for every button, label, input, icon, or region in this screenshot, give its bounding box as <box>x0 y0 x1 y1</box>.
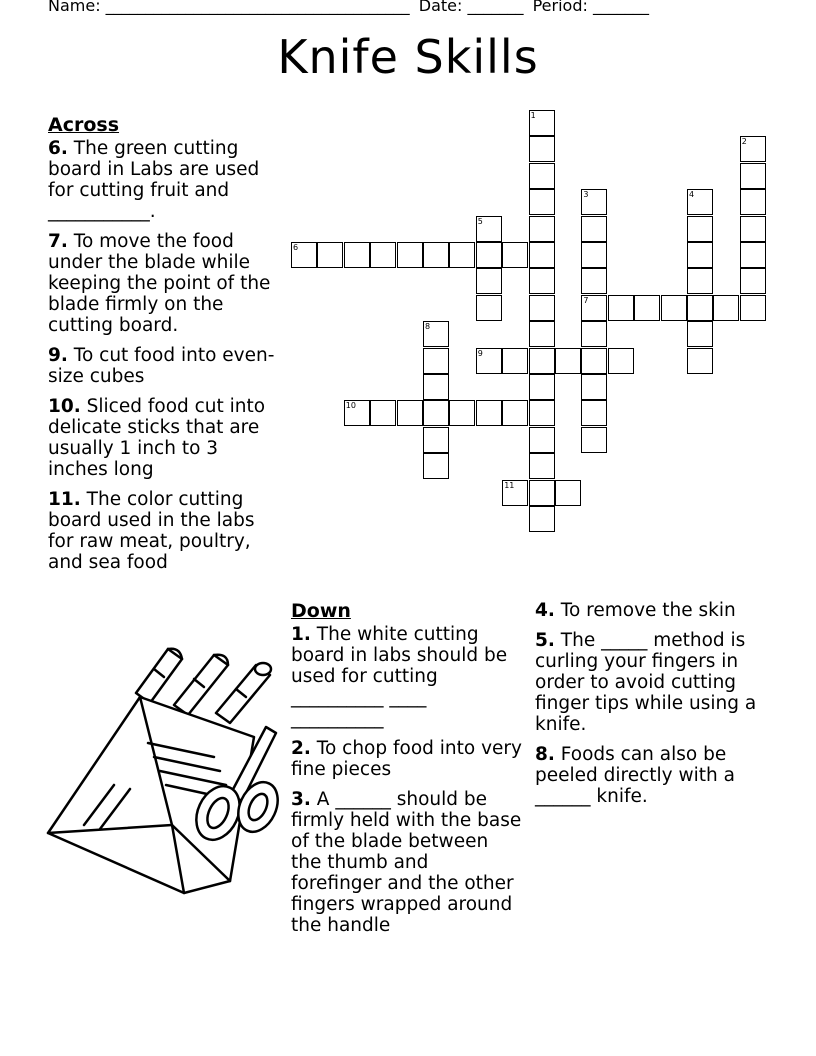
grid-cell[interactable] <box>502 348 528 374</box>
grid-cell[interactable] <box>370 242 396 268</box>
page-title: Knife Skills <box>277 30 539 84</box>
grid-cell[interactable] <box>687 295 713 321</box>
clue-text: Foods can also be peeled directly with a ______ knife. <box>535 744 735 807</box>
grid-cell[interactable] <box>476 348 502 374</box>
grid-cell[interactable] <box>529 321 555 347</box>
grid-cell[interactable] <box>423 242 449 268</box>
grid-cell[interactable] <box>608 348 634 374</box>
clue-number: 1. <box>291 624 311 645</box>
grid-cell[interactable] <box>740 189 766 215</box>
grid-cell[interactable] <box>581 295 607 321</box>
grid-cell[interactable] <box>687 216 713 242</box>
grid-cell[interactable] <box>713 295 739 321</box>
cell-number: 10 <box>345 401 356 411</box>
cell-number: 7 <box>583 295 589 305</box>
cell-number: 6 <box>293 243 299 252</box>
grid-cell[interactable] <box>449 400 475 426</box>
down-clues-left <box>291 600 523 945</box>
grid-cell[interactable] <box>529 163 555 189</box>
grid-cell[interactable] <box>344 400 370 426</box>
across-clues <box>48 114 278 582</box>
cell-number: 3 <box>583 190 589 200</box>
grid-cell[interactable] <box>581 321 607 347</box>
grid-cell[interactable] <box>529 242 555 268</box>
cell-number: 8 <box>425 322 431 332</box>
student-info-header <box>48 0 653 15</box>
grid-cell[interactable] <box>397 242 423 268</box>
grid-cell[interactable] <box>687 348 713 374</box>
grid-cell[interactable] <box>740 268 766 294</box>
grid-cell[interactable] <box>687 242 713 268</box>
grid-cell[interactable] <box>634 295 660 321</box>
clue-number: 8. <box>535 744 555 765</box>
grid-cell[interactable] <box>529 348 555 374</box>
grid-cell[interactable] <box>502 480 528 506</box>
grid-cell[interactable] <box>529 506 555 532</box>
grid-cell[interactable] <box>529 453 555 479</box>
across-clue <box>48 396 278 480</box>
grid-cell[interactable] <box>423 400 449 426</box>
grid-cell[interactable] <box>529 136 555 162</box>
grid-cell[interactable] <box>581 400 607 426</box>
cell-number: 4 <box>689 190 695 200</box>
clue-number: 7. <box>48 231 68 252</box>
clue-number: 9. <box>48 345 68 366</box>
across-clue <box>48 231 278 336</box>
grid-cell[interactable] <box>423 348 449 374</box>
grid-cell[interactable] <box>476 268 502 294</box>
grid-cell[interactable] <box>423 321 449 347</box>
knife-handle-icon <box>174 655 228 715</box>
grid-cell[interactable] <box>423 453 449 479</box>
down-clue <box>535 600 760 621</box>
grid-cell[interactable] <box>529 295 555 321</box>
clue-text: To chop food into very fine pieces <box>291 738 522 780</box>
clue-text: To remove the skin <box>554 600 736 621</box>
clue-number: 4. <box>535 600 555 621</box>
grid-cell[interactable] <box>529 268 555 294</box>
clue-text: The _____ method is curling your fingers in order to avoid cutting finger tips while using a knife. <box>535 630 757 735</box>
grid-cell[interactable] <box>581 268 607 294</box>
grid-cell[interactable] <box>581 189 607 215</box>
across-clue <box>48 489 278 573</box>
grid-cell[interactable] <box>608 295 634 321</box>
clue-text: To move the food under the blade while keeping the point of the blade firmly on the cutting board. <box>48 231 271 336</box>
grid-cell[interactable] <box>740 136 766 162</box>
grid-cell[interactable] <box>581 427 607 453</box>
grid-cell[interactable] <box>687 268 713 294</box>
grid-cell[interactable] <box>423 427 449 453</box>
grid-cell[interactable] <box>529 427 555 453</box>
grid-cell[interactable] <box>476 216 502 242</box>
grid-cell[interactable] <box>581 374 607 400</box>
knife-block-illustration <box>44 645 284 895</box>
grid-cell[interactable] <box>687 321 713 347</box>
grid-cell[interactable] <box>581 216 607 242</box>
period-field[interactable]: Period: _______ <box>532 0 649 15</box>
clue-number: 10. <box>48 396 81 417</box>
grid-cell[interactable] <box>476 400 502 426</box>
clue-text: Sliced food cut into delicate sticks that are usually 1 inch to 3 inches long <box>48 396 266 480</box>
grid-cell[interactable] <box>529 400 555 426</box>
grid-cell[interactable] <box>502 400 528 426</box>
grid-cell[interactable] <box>555 348 581 374</box>
grid-cell[interactable] <box>529 374 555 400</box>
cell-number: 2 <box>741 137 747 147</box>
grid-cell[interactable] <box>397 400 423 426</box>
cell-number: 1 <box>530 111 536 120</box>
grid-cell[interactable] <box>687 189 713 215</box>
grid-cell[interactable] <box>529 480 555 506</box>
grid-cell[interactable] <box>581 348 607 374</box>
grid-cell[interactable] <box>476 295 502 321</box>
across-heading: Across <box>48 114 120 136</box>
clue-number: 6. <box>48 138 68 159</box>
grid-cell[interactable] <box>529 216 555 242</box>
knife-handle-icon <box>136 649 182 703</box>
grid-cell[interactable] <box>502 242 528 268</box>
cell-number: 5 <box>477 216 483 226</box>
grid-cell[interactable] <box>344 242 370 268</box>
date-field[interactable]: Date: _______ <box>418 0 524 15</box>
grid-cell[interactable] <box>661 295 687 321</box>
grid-cell[interactable] <box>476 242 502 268</box>
name-field[interactable]: Name: ______________________________________ <box>48 0 410 15</box>
grid-cell[interactable] <box>291 242 317 268</box>
down-clue <box>291 738 523 780</box>
clue-text: The color cutting board used in the labs for raw meat, poultry, and sea food <box>48 489 255 573</box>
cell-number: 11 <box>504 480 515 490</box>
grid-cell[interactable] <box>529 110 555 136</box>
grid-cell[interactable] <box>370 400 396 426</box>
clue-text: The white cutting board in labs should be used for cutting __________ ____ __________ <box>291 624 508 729</box>
clue-number: 11. <box>48 489 81 510</box>
grid-cell[interactable] <box>423 374 449 400</box>
down-clue <box>535 744 760 807</box>
clue-number: 5. <box>535 630 555 651</box>
grid-cell[interactable] <box>555 480 581 506</box>
down-heading: Down <box>291 600 351 622</box>
grid-cell[interactable] <box>449 242 475 268</box>
grid-cell[interactable] <box>740 216 766 242</box>
down-clue <box>291 789 523 936</box>
grid-cell[interactable] <box>740 242 766 268</box>
clue-text: To cut food into even-size cubes <box>48 345 275 387</box>
knife-handle-icon <box>216 663 271 723</box>
clue-text: A ______ should be firmly held with the base of the blade between the thumb and forefinger and the other fingers wrapped around the handle <box>291 789 522 936</box>
across-clue <box>48 138 278 222</box>
clue-number: 3. <box>291 789 311 810</box>
across-clue <box>48 345 278 387</box>
down-clues-right <box>535 600 760 816</box>
grid-cell[interactable] <box>317 242 343 268</box>
grid-cell[interactable] <box>740 163 766 189</box>
clue-number: 2. <box>291 738 311 759</box>
grid-cell[interactable] <box>529 189 555 215</box>
grid-cell[interactable] <box>581 242 607 268</box>
grid-cell[interactable] <box>740 295 766 321</box>
down-clue <box>291 624 523 729</box>
cell-number: 9 <box>477 348 483 358</box>
down-clue <box>535 630 760 735</box>
clue-text: The green cutting board in Labs are used for cutting fruit and ___________. <box>48 138 260 222</box>
